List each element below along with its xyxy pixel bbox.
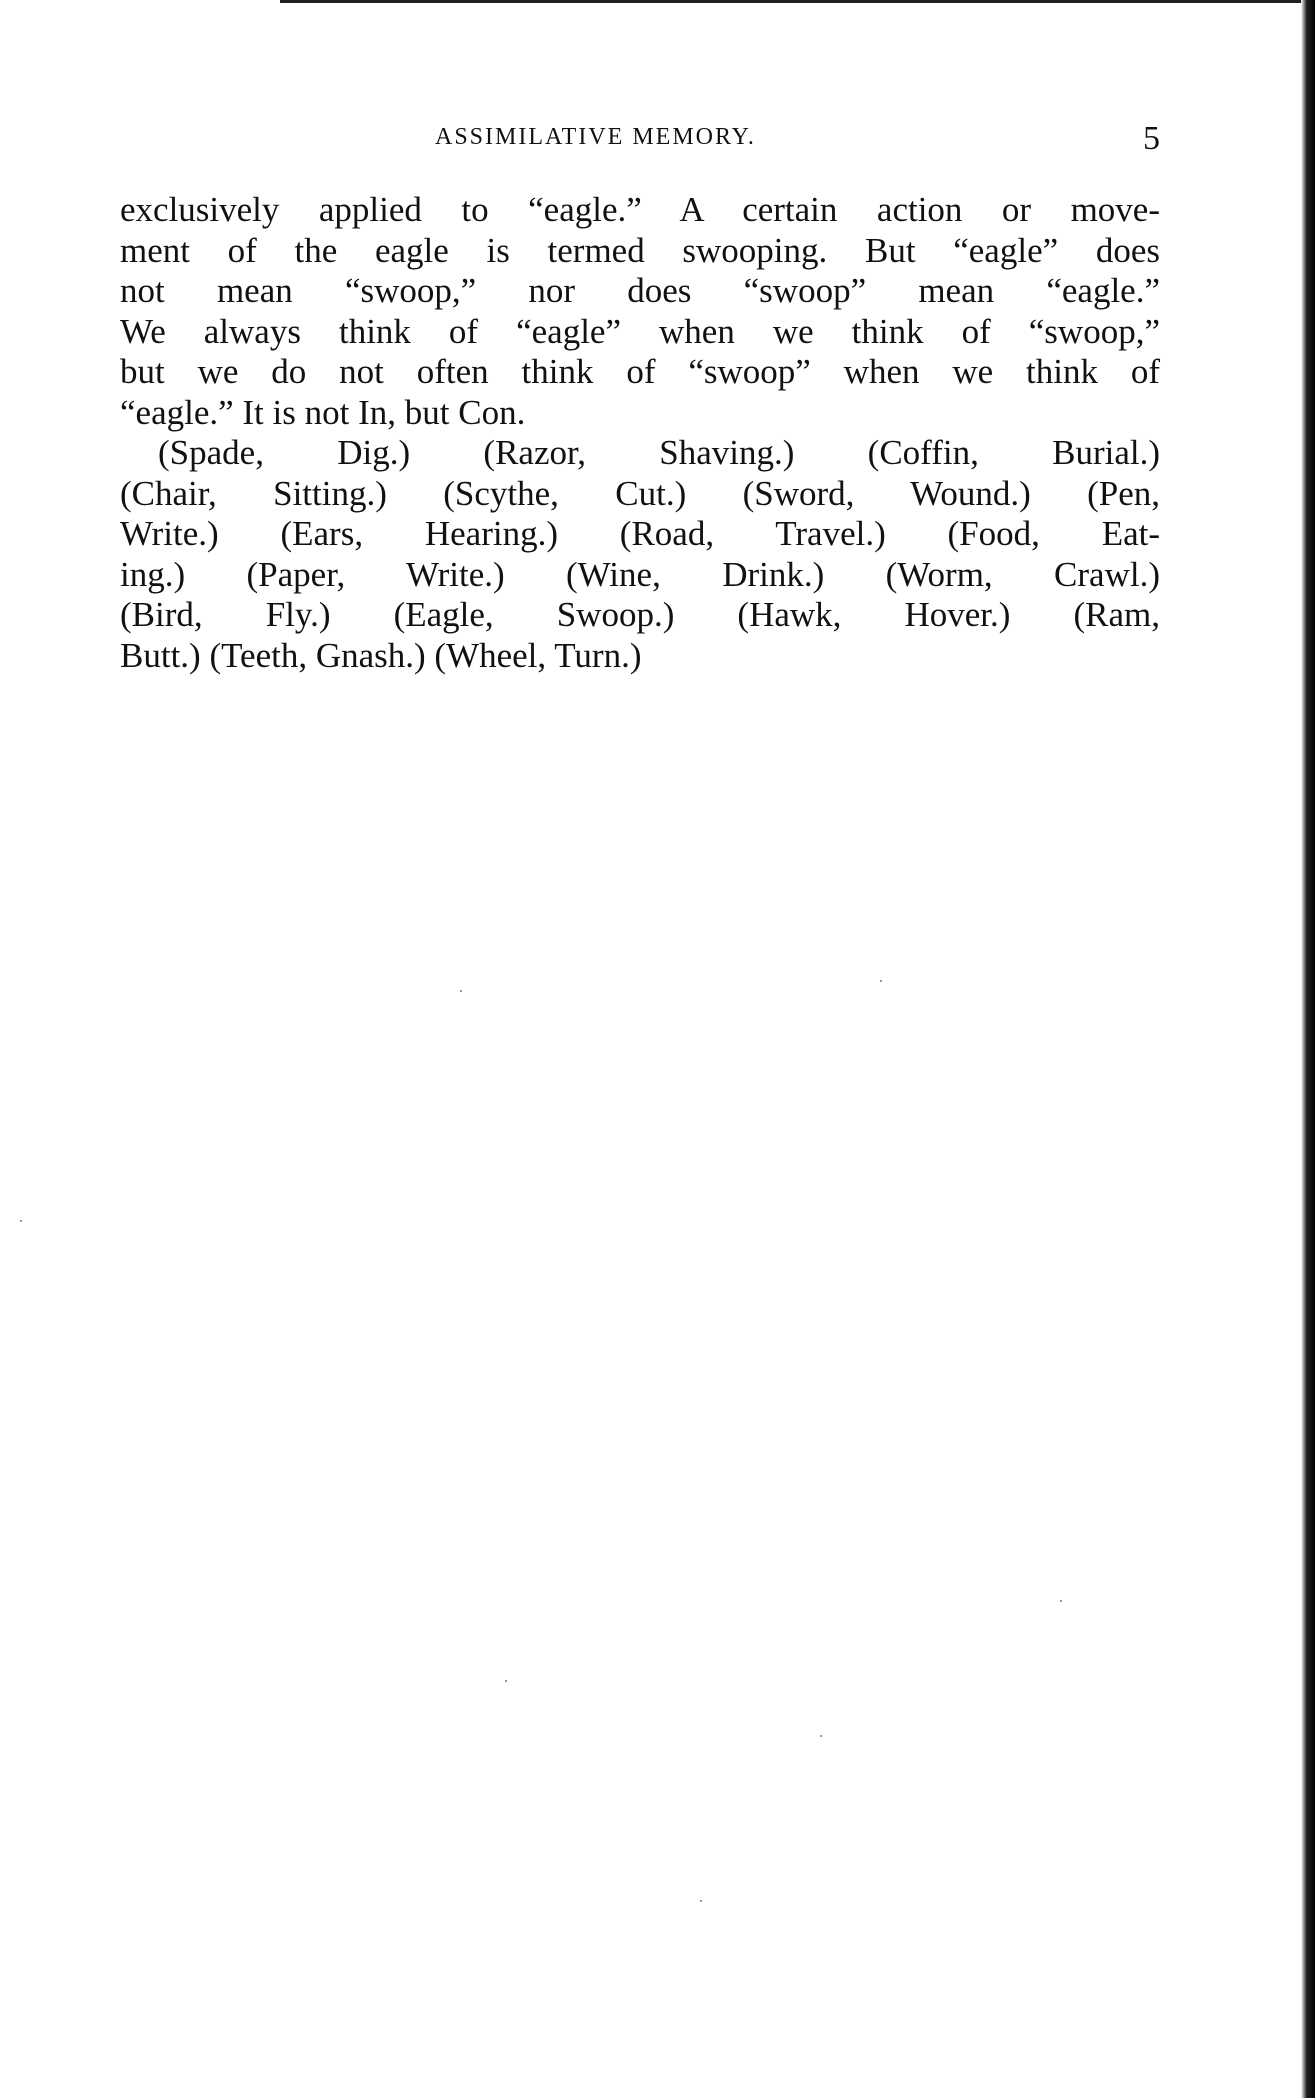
scan-speck [460, 990, 462, 992]
running-head [120, 120, 1160, 160]
scan-speck [820, 1735, 822, 1737]
text-line: (Chair, Sitting.) (Scythe, Cut.) (Sword, Wound.) (Pen, [120, 473, 1160, 513]
text-line: ment of the eagle is termed swooping. But “eagle” does [120, 230, 1160, 270]
body-text [120, 190, 1160, 676]
text-line: We always think of “eagle” when we think of “swoop,” [120, 311, 1160, 351]
text-line: not mean “swoop,” nor does “swoop” mean “eagle.” [120, 271, 1160, 310]
text-line: Write.) (Ears, Hearing.) (Road, Travel.) (Food, Eat- [120, 514, 1160, 553]
scan-edge-right [1301, 0, 1315, 2098]
scan-speck [505, 1680, 507, 1682]
scan-edge-top [280, 0, 1315, 3]
scan-speck [20, 1220, 22, 1222]
text-line: Butt.) (Teeth, Gnash.) (Wheel, Turn.) [120, 635, 642, 675]
paragraph-2 [120, 433, 1160, 676]
text-line: (Bird, Fly.) (Eagle, Swoop.) (Hawk, Hover.) (Ram, [120, 595, 1160, 634]
scan-speck [1060, 1600, 1062, 1602]
running-title: ASSIMILATIVE MEMORY. [435, 124, 756, 150]
text-line: “eagle.” It is not In, but Con. [120, 392, 526, 432]
page-number: 5 [1143, 120, 1160, 157]
paragraph-1 [120, 190, 1160, 433]
text-line: (Spade, Dig.) (Razor, Shaving.) (Coffin, Burial.) [158, 433, 1160, 472]
scan-speck [700, 1900, 702, 1902]
text-line: ing.) (Paper, Write.) (Wine, Drink.) (Worm, Crawl.) [120, 554, 1160, 594]
text-line: exclusively applied to “eagle.” A certain action or move- [120, 190, 1160, 229]
scan-speck [880, 980, 882, 982]
text-line: but we do not often think of “swoop” when we think of [120, 352, 1160, 391]
